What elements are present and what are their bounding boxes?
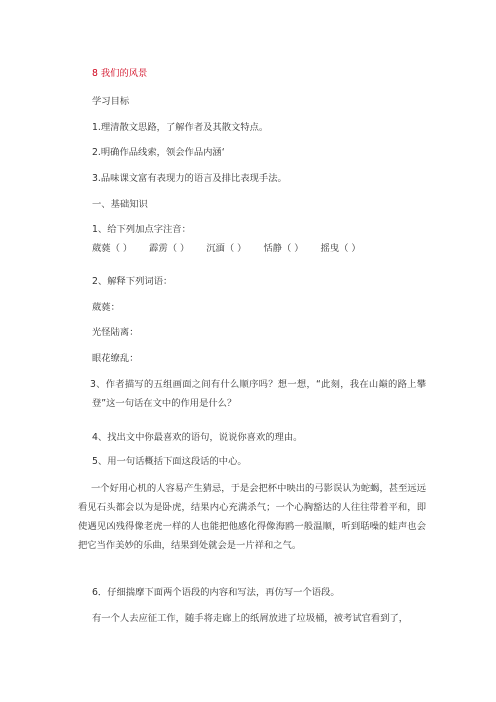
- word-3: 眼花缭乱：: [92, 353, 139, 364]
- question-6: 6．仔细揣摩下面两个语段的内容和写法，再仿写一个语段。: [92, 587, 340, 598]
- passage-2: 有一个人去应征工作，随手将走廊上的纸屑放进了垃圾桶，被考试官看到了，: [92, 613, 409, 624]
- goals-heading: 学习目标: [92, 96, 130, 107]
- question-2: 2、解释下列词语：: [92, 276, 173, 287]
- question-1: 1、给下列加点字注音：: [92, 224, 191, 235]
- pinyin-item: 霹雳（ ）: [149, 243, 190, 254]
- pinyin-item: 恬静（ ）: [263, 243, 304, 254]
- question-4: 4、找出文中你最喜欢的语句，说说你喜欢的理由。: [92, 432, 303, 443]
- question-5: 5、用一句话概括下面这段话的中心。: [92, 456, 247, 467]
- pinyin-item: 摇曳（ ）: [320, 243, 361, 254]
- goal-1: 1.理清散文思路，了解作者及其散文特点。: [92, 122, 269, 133]
- goal-3: 3.品味课文富有表现力的语言及排比表现手法。: [92, 173, 287, 184]
- passage-paragraph: 一个好用心机的人容易产生猜忌，于是会把杯中映出的弓影误认为蛇蝎，甚至远远看见石头都会以为是卧虎，结果内心充满杀气；一个心胸豁达的人往往带着平和，即使遇见凶残得像老虎一样的人也能把他感化得像海鸥一般温顺，听到聒噪的蛙声也会把它当作美妙的乐曲，结果到处就会是一片祥和之气。: [78, 483, 426, 551]
- question-3: 3、作者描写的五组画面之间有什么顺序吗？想一想，“此刻，我在山巅的路上攀登”这一句话在文中的作用是什么？: [90, 379, 426, 409]
- section-heading-basics: 一、基础知识: [92, 199, 148, 210]
- word-2: 光怪陆离：: [92, 327, 139, 338]
- word-1: 葳蕤：: [92, 302, 120, 313]
- pinyin-row: [92, 243, 436, 255]
- goal-2: 2.明确作品线索，领会作品内涵‘: [92, 147, 225, 158]
- doc-title: 8 我们的风景: [92, 68, 148, 79]
- pinyin-item: 葳蕤（ ）: [92, 243, 133, 254]
- pinyin-item: 沉湎（ ）: [206, 243, 247, 254]
